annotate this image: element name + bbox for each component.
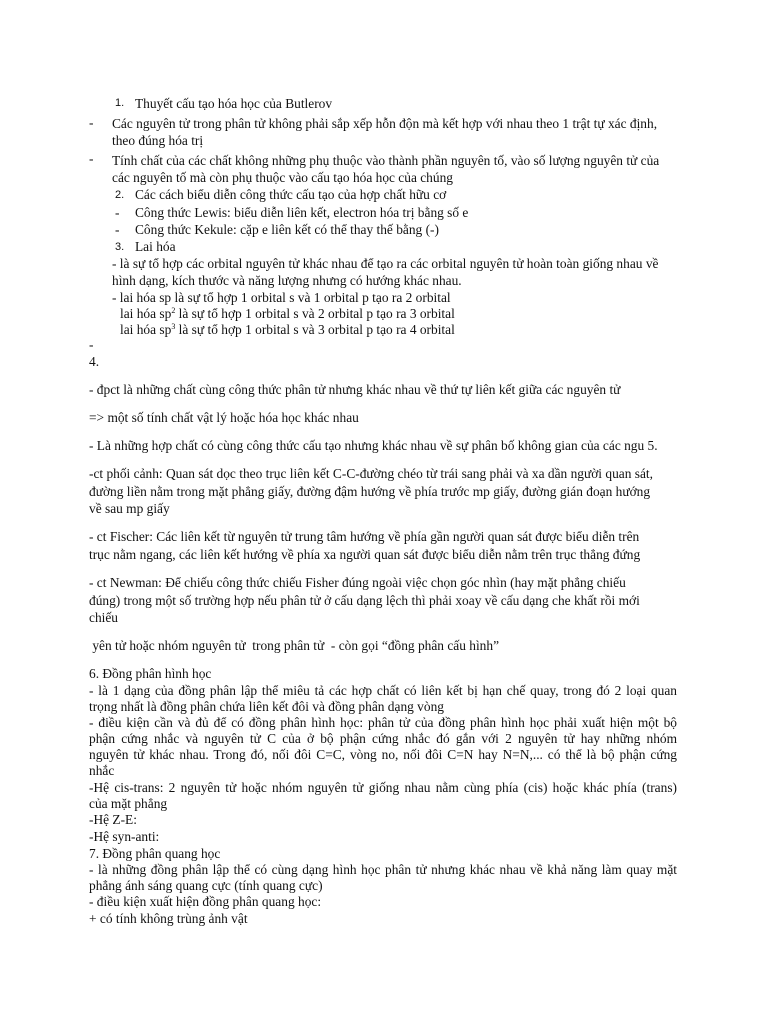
text-run: lai hóa sp xyxy=(120,322,172,337)
section-3-line-3: - lai hóa sp là sự tổ hợp 1 orbital s và 1 orbital p tạo ra 2 orbital xyxy=(112,290,451,305)
section-6-para-2-line-2: phận cứng nhắc và nguyên tử C của ở bộ phận cứng nhắc đó gắn với 2 nguyên tử hay những nhóm xyxy=(89,731,677,746)
section-4-para-4-line-1: -ct phối cảnh: Quan sát dọc theo trục liên kết C-C-đường chéo từ trái sang phải và xa dần người quan sát, xyxy=(89,466,653,481)
section-6-para-1-line-1: - là 1 dạng của đồng phân lập thể miêu tả các hợp chất có liên kết bị hạn chế quay, trong đó 2 loại quan xyxy=(89,683,677,698)
section-7-para-2: - điều kiện xuất hiện đồng phân quang học: xyxy=(89,894,322,909)
section-1-title: Thuyết cấu tạo hóa học của Butlerov xyxy=(135,96,333,111)
bullet-dash: - xyxy=(115,205,120,220)
section-7-para-3: + có tính không trùng ảnh vật xyxy=(89,911,248,926)
section-4-para-4-line-2: đường liền nằm trong mặt phẳng giấy, đường đậm hướng về phía trước mp giấy, đường gián đoạn hướng xyxy=(89,484,651,499)
section-2-item-2: Công thức Kekule: cặp e liên kết có thể thay thế bằng (-) xyxy=(135,222,439,237)
section-3-line-5 xyxy=(120,321,455,338)
section-6-syn-anti-system: -Hệ syn-anti: xyxy=(89,829,160,844)
section-4-para-6-line-2: đúng) trong một số trường hợp nếu phân tử ở cấu dạng lệch thì phải xoay về cấu dạng che khất rồi mới xyxy=(89,593,640,608)
section-2-number: 2. xyxy=(115,189,125,201)
section-2-item-1: Công thức Lewis: biểu diễn liên kết, electron hóa trị bằng số e xyxy=(135,205,469,220)
section-6-para-2-line-4: nhắc xyxy=(89,763,115,778)
section-2-title: Các cách biểu diễn công thức cấu tạo của hợp chất hữu cơ xyxy=(135,187,447,202)
section-4-para-7: yên tử hoặc nhóm nguyên tử trong phân tử - còn gọi “đồng phân cấu hình” xyxy=(89,638,500,653)
bullet-dash: - xyxy=(115,222,120,237)
section-7-para-1-line-1: - là những đồng phân lập thể có cùng dạng hình học phân tử nhưng khác nhau về khả năng làm quay mặt xyxy=(89,862,677,877)
section-4-para-5-line-1: - ct Fischer: Các liên kết từ nguyên tử trung tâm hướng về phía gần người quan sát được biểu diễn trên xyxy=(89,529,640,544)
section-3-line-1: - là sự tổ hợp các orbital nguyên tử khác nhau để tạo ra các orbital nguyên tử hoàn toàn giống nhau về xyxy=(112,256,659,271)
superscript: 2 xyxy=(171,306,176,315)
section-1-number: 1. xyxy=(115,97,125,109)
text-run: lai hóa sp xyxy=(120,306,172,321)
section-1-bullet-2-line-1: Tính chất của các chất không những phụ thuộc vào thành phần nguyên tố, vào số lượng nguyên tử của xyxy=(112,153,660,168)
section-3-line-4 xyxy=(120,305,455,322)
bullet-dash: - xyxy=(89,151,94,166)
section-4-para-6-line-1: - ct Newman: Để chiếu công thức chiếu Fisher đúng ngoài việc chọn góc nhìn (hay mặt phẳng chiếu xyxy=(89,575,626,590)
section-1-bullet-2-line-2: các nguyên tố mà còn phụ thuộc vào cấu tạo hóa học của chúng xyxy=(112,170,453,185)
text-run: là sự tổ hợp 1 orbital s và 2 orbital p tạo ra 3 orbital xyxy=(175,306,455,321)
superscript: 3 xyxy=(171,322,176,331)
section-4-para-5-line-2: trục nằm ngang, các liên kết hướng về phía xa người quan sát được biểu diễn nằm trên trục thẳng đứng xyxy=(89,547,641,562)
section-4-para-3: - Là những hợp chất có cùng công thức cấu tạo nhưng khác nhau về sự phân bố không gian của các ngu 5. xyxy=(89,438,658,453)
section-6-ze-system: -Hệ Z-E: xyxy=(89,812,137,827)
section-6-para-2-line-3: nguyên tử khác nhau. Trong đó, nối đôi C=C, vòng no, nối đôi C=N hay N=N,... có thể là bộ phận cứng xyxy=(89,747,677,762)
section-6-para-3-line-2: của mặt phẳng xyxy=(89,796,168,811)
section-6-title: 6. Đồng phân hình học xyxy=(89,666,212,681)
section-3-number: 3. xyxy=(115,241,125,253)
section-4-para-6-line-3: chiếu xyxy=(89,610,118,625)
bullet-dash: - xyxy=(89,115,94,130)
section-7-para-1-line-2: phẳng ánh sáng quang cực (tính quang cực) xyxy=(89,878,323,893)
section-4-number: 4. xyxy=(89,354,100,369)
section-4-para-1: - đpct là những chất cùng công thức phân tử nhưng khác nhau về thứ tự liên kết giữa các nguyên tử xyxy=(89,382,621,397)
text-run: là sự tổ hợp 1 orbital s và 3 orbital p tạo ra 4 orbital xyxy=(175,322,455,337)
stray-dash: - xyxy=(89,337,94,352)
section-7-title: 7. Đồng phân quang học xyxy=(89,846,221,861)
section-3-line-2: hình dạng, kích thước và năng lượng nhưng có hướng khác nhau. xyxy=(112,273,462,288)
section-1-bullet-1-line-1: Các nguyên tử trong phân tử không phải sắp xếp hỗn độn mà kết hợp với nhau theo 1 trật tự xác định, xyxy=(112,116,658,131)
section-6-para-1-line-2: trọng nhất là đồng phân chứa liên kết đôi và đồng phân dạng vòng xyxy=(89,699,444,714)
section-3-title: Lai hóa xyxy=(135,239,176,254)
section-6-para-3-line-1: -Hệ cis-trans: 2 nguyên tử hoặc nhóm nguyên tử giống nhau nằm cùng phía (cis) hoặc khác phía (trans) xyxy=(89,780,677,795)
section-4-para-4-line-3: về sau mp giấy xyxy=(89,501,170,516)
section-1-bullet-1-line-2: theo đúng hóa trị xyxy=(112,133,204,148)
section-6-para-2-line-1: - điều kiện cần và đủ để có đồng phân hình học: phân tử của đồng phân hình học phải xuất hiện một bộ xyxy=(89,715,677,730)
section-4-para-2: => một số tính chất vật lý hoặc hóa học khác nhau xyxy=(89,410,359,425)
